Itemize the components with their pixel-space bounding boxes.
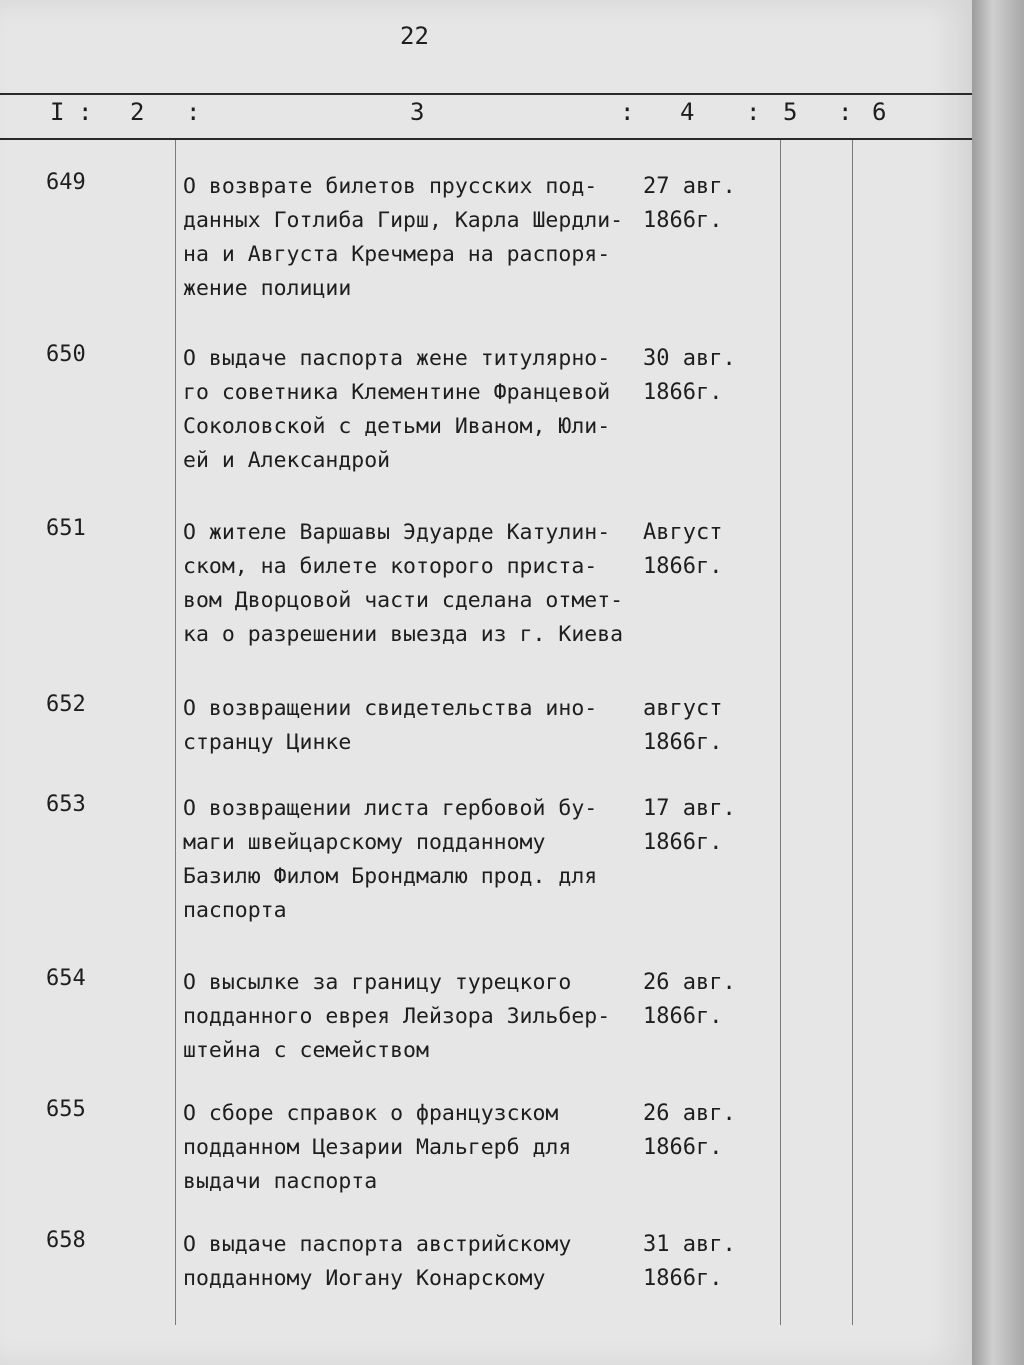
header-separator: :: [838, 98, 853, 126]
entry-description: [183, 170, 643, 306]
entry-line: го советника Клементине Францевой: [183, 380, 611, 405]
date-day: 30 авг.: [643, 346, 736, 371]
entry-number: 649: [46, 170, 86, 195]
date-year: 1866г.: [643, 208, 723, 233]
header-col-6: 6: [872, 98, 887, 126]
entry-line: штейна с семейством: [183, 1038, 429, 1063]
entry-description: [183, 342, 643, 478]
date-day: 26 авг.: [643, 1101, 736, 1126]
entry-date: [643, 1228, 736, 1296]
entry-description: [183, 1228, 643, 1296]
entry-description: [183, 692, 643, 760]
entry-line: О возврате билетов прусских под-: [183, 174, 598, 199]
entry-line: О высылке за границу турецкого: [183, 970, 572, 995]
entry-line: жение полиции: [183, 276, 352, 301]
entry-line: на и Августа Кречмера на распоря-: [183, 242, 611, 267]
date-day: 31 авг.: [643, 1232, 736, 1257]
entry-number: 652: [46, 692, 86, 717]
entry-date: [643, 692, 722, 760]
entry-date: [643, 1097, 736, 1165]
date-year: 1866г.: [643, 554, 723, 579]
entry-number: 654: [46, 966, 86, 991]
entry-line: маги швейцарскому подданному: [183, 830, 546, 855]
entry-line: подданного еврея Лейзора Зильбер-: [183, 1004, 611, 1029]
date-day: август: [643, 696, 723, 721]
header-separator: :: [186, 98, 201, 126]
date-year: 1866г.: [643, 830, 723, 855]
entry-description: [183, 966, 643, 1068]
page-number: 22: [400, 22, 429, 50]
entry-date: [643, 516, 722, 584]
entry-description: [183, 516, 643, 652]
date-year: 1866г.: [643, 1004, 723, 1029]
header-separator: :: [620, 98, 635, 126]
header-col-4: 4: [680, 98, 695, 126]
date-day: Август: [643, 520, 723, 545]
header-separator: :: [78, 98, 93, 126]
entry-date: [643, 342, 736, 410]
header-rule-bottom: [0, 138, 972, 140]
date-day: 26 авг.: [643, 970, 736, 995]
entry-number: 651: [46, 516, 86, 541]
header-col-1: I: [50, 98, 65, 126]
entry-line: вом Дворцовой части сделана отмет-: [183, 588, 624, 613]
entry-line: О возвращении листа гербовой бу-: [183, 796, 598, 821]
entry-description: [183, 792, 643, 928]
entry-line: Соколовской с детьми Иваном, Юли-: [183, 414, 611, 439]
entry-line: подданном Цезарии Мальгерб для: [183, 1135, 572, 1160]
column-divider: [780, 140, 781, 1325]
entry-line: выдачи паспорта: [183, 1169, 378, 1194]
header-col-5: 5: [783, 98, 798, 126]
entry-line: О выдаче паспорта австрийскому: [183, 1232, 572, 1257]
header-col-2: 2: [130, 98, 145, 126]
date-day: 17 авг.: [643, 796, 736, 821]
date-year: 1866г.: [643, 1135, 723, 1160]
entry-line: О сборе справок о французском: [183, 1101, 559, 1126]
entry-date: [643, 966, 736, 1034]
entry-line: странцу Цинке: [183, 730, 352, 755]
entry-date: [643, 170, 736, 238]
date-day: 27 авг.: [643, 174, 736, 199]
column-divider: [852, 140, 853, 1325]
column-divider: [175, 140, 176, 1325]
entry-number: 658: [46, 1228, 86, 1253]
entry-line: О выдаче паспорта жене титулярно-: [183, 346, 611, 371]
entry-number: 655: [46, 1097, 86, 1122]
entry-line: подданному Иогану Конарскому: [183, 1266, 546, 1291]
entry-number: 650: [46, 342, 86, 367]
entry-date: [643, 792, 736, 860]
date-year: 1866г.: [643, 380, 723, 405]
entry-number: 653: [46, 792, 86, 817]
date-year: 1866г.: [643, 1266, 723, 1291]
date-year: 1866г.: [643, 730, 723, 755]
entry-line: ском, на билете которого приста-: [183, 554, 598, 579]
entry-line: О жителе Варшавы Эдуарде Катулин-: [183, 520, 611, 545]
entry-line: паспорта: [183, 898, 287, 923]
entry-description: [183, 1097, 643, 1199]
header-separator: :: [746, 98, 761, 126]
entry-line: ка о разрешении выезда из г. Киева: [183, 622, 624, 647]
header-rule-top: [0, 93, 972, 95]
entry-line: данных Готлиба Гирш, Карла Шердли-: [183, 208, 624, 233]
header-col-3: 3: [410, 98, 425, 126]
entry-line: Базилю Филом Брондмалю прод. для: [183, 864, 598, 889]
page-edge: [972, 0, 1024, 1365]
entry-line: О возвращении свидетельства ино-: [183, 696, 598, 721]
entry-line: ей и Александрой: [183, 448, 391, 473]
